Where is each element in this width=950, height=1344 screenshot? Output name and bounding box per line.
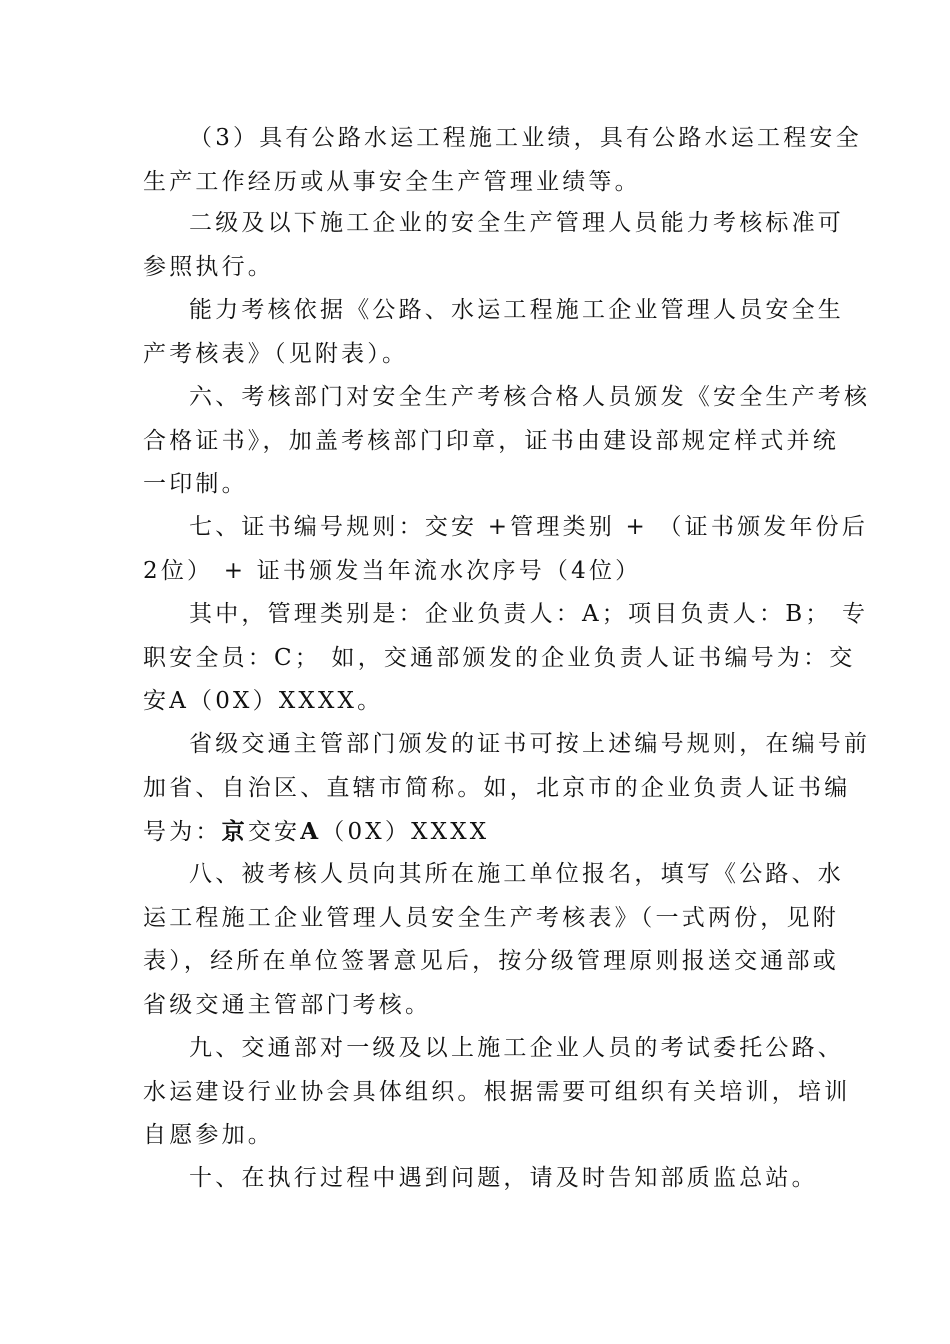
paragraph-provincial-numbering xyxy=(143,723,871,854)
text-line: 自愿参加。 xyxy=(143,1122,274,1148)
text-line: 二级及以下施工企业的安全生产管理人员能力考核标准可 xyxy=(189,210,844,236)
paragraph-section-seven xyxy=(143,506,869,593)
text-line: 产考核表》（见附表）。 xyxy=(143,340,409,367)
text-line: 省级交通主管部门颁发的证书可按上述编号规则，在编号前 xyxy=(189,731,871,757)
paragraph-level2-standard xyxy=(143,202,844,289)
text-line: 六、考核部门对安全生产考核合格人员颁发《安全生产考核 xyxy=(189,384,871,410)
text-line: 能力考核依据《公路、水运工程施工企业管理人员安全生 xyxy=(189,297,844,323)
text-line: 表），经所在单位签署意见后，按分级管理原则报送交通部或 xyxy=(143,948,839,974)
text-line: 号为：京交安A（0X）XXXX xyxy=(143,818,490,845)
province-abbreviation: 京 xyxy=(221,818,248,845)
text-line: 职安全员：C； 如，交通部颁发的企业负责人证书编号为：交 xyxy=(143,644,856,671)
paragraph-section-ten xyxy=(143,1157,818,1201)
text-line: 2位） + 证书颁发当年流水次序号（4位） xyxy=(143,557,642,584)
text-line: 七、证书编号规则：交安 +管理类别 + （证书颁发年份后 xyxy=(189,514,869,540)
paragraph-item-3 xyxy=(143,117,862,204)
text-line: 参照执行。 xyxy=(143,253,274,280)
paragraph-section-nine xyxy=(143,1027,851,1158)
text-line: 省级交通主管部门考核。 xyxy=(143,991,432,1018)
text-line: 一印制。 xyxy=(143,471,248,497)
paragraph-management-category xyxy=(143,593,869,724)
paragraph-assessment-basis xyxy=(143,289,844,376)
paragraph-section-six xyxy=(143,376,871,507)
category-letter: A xyxy=(300,818,322,845)
text-line: 合格证书》，加盖考核部门印章，证书由建设部规定样式并统 xyxy=(143,427,839,454)
text-line: 运工程施工企业管理人员安全生产考核表》（一式两份，见附 xyxy=(143,904,839,931)
text-line: 十、在执行过程中遇到问题，请及时告知部质监总站。 xyxy=(189,1165,818,1191)
text-line: 生产工作经历或从事安全生产管理业绩等。 xyxy=(143,168,641,195)
text-line: 其中，管理类别是：企业负责人：A；项目负责人：B； 专 xyxy=(189,601,869,627)
text-line: 九、交通部对一级及以上施工企业人员的考试委托公路、 xyxy=(189,1035,844,1061)
text-line: 水运建设行业协会具体组织。根据需要可组织有关培训，培训 xyxy=(143,1078,851,1105)
paragraph-section-eight xyxy=(143,853,844,1027)
text-line: 八、被考核人员向其所在施工单位报名，填写《公路、水 xyxy=(189,861,844,887)
text-line: 安A（0X）XXXX。 xyxy=(143,688,384,714)
text-line: （3）具有公路水运工程施工业绩，具有公路水运工程安全 xyxy=(189,125,862,151)
text-line: 加省、自治区、直辖市简称。如，北京市的企业负责人证书编 xyxy=(143,774,851,801)
